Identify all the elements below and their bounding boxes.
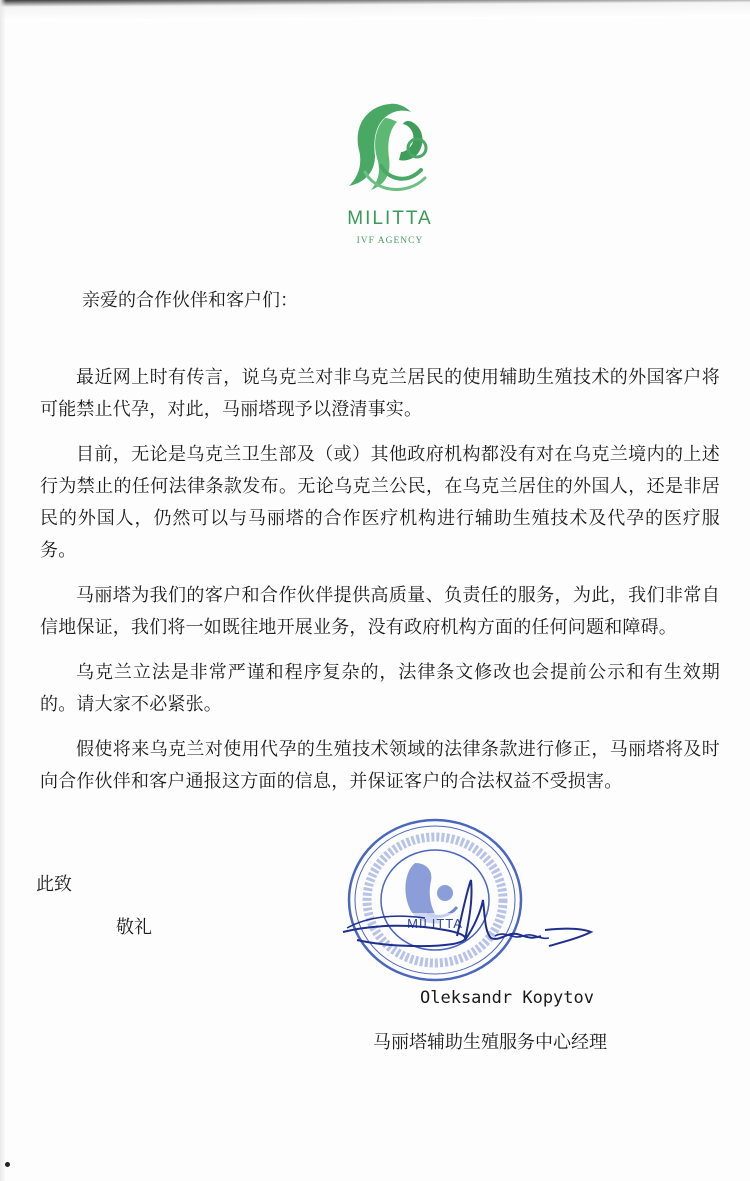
scan-shadow	[0, 0, 6, 1181]
scan-speck	[5, 1162, 10, 1167]
stamp-text: MILITTA	[407, 916, 463, 931]
paragraph-2: 目前，无论是乌克兰卫生部及（或）其他政府机构都没有对在乌克兰境内的上述行为禁止的任何法律条款发布。无论乌克兰公民，在乌克兰居住的外国人，还是非居民的外国人，仍然可以与马丽塔的合作医疗机构进行辅助生殖技术及代孕的医疗服务。	[40, 444, 720, 561]
letterhead-logo	[335, 100, 445, 260]
letter-body	[40, 362, 720, 811]
salutation: 亲爱的合作伙伴和客户们：	[82, 290, 298, 311]
signer-name: Oleksandr Kopytov	[420, 988, 594, 1008]
mother-and-child-icon	[345, 100, 435, 200]
regards: 敬礼	[116, 917, 152, 938]
brand-subtitle: IVF AGENCY	[356, 236, 424, 246]
paragraph-4: 乌克兰立法是非常严谨和程序复杂的，法律条文修改也会提前公示和有生效期的。请大家不必紧张。	[40, 662, 720, 715]
handwritten-signature	[335, 870, 605, 970]
closing: 此致	[36, 874, 72, 895]
brand-name: MILITTA	[347, 208, 433, 229]
paragraph-3: 马丽塔为我们的客户和合作伙伴提供高质量、负责任的服务，为此，我们非常自信地保证，我们将一如既往地开展业务，没有政府机构方面的任何问题和障碍。	[40, 585, 720, 638]
signer-title: 马丽塔辅助生殖服务中心经理	[373, 1032, 607, 1053]
scan-edge	[0, 0, 750, 22]
paragraph-1: 最近网上时有传言，说乌克兰对非乌克兰居民的使用辅助生殖技术的外国客户将可能禁止代孕，对此，马丽塔现予以澄清事实。	[40, 367, 720, 420]
paragraph-5: 假使将来乌克兰对使用代孕的生殖技术领域的法律条款进行修正，马丽塔将及时向合作伙伴和客户通报这方面的信息，并保证客户的合法权益不受损害。	[40, 739, 720, 792]
